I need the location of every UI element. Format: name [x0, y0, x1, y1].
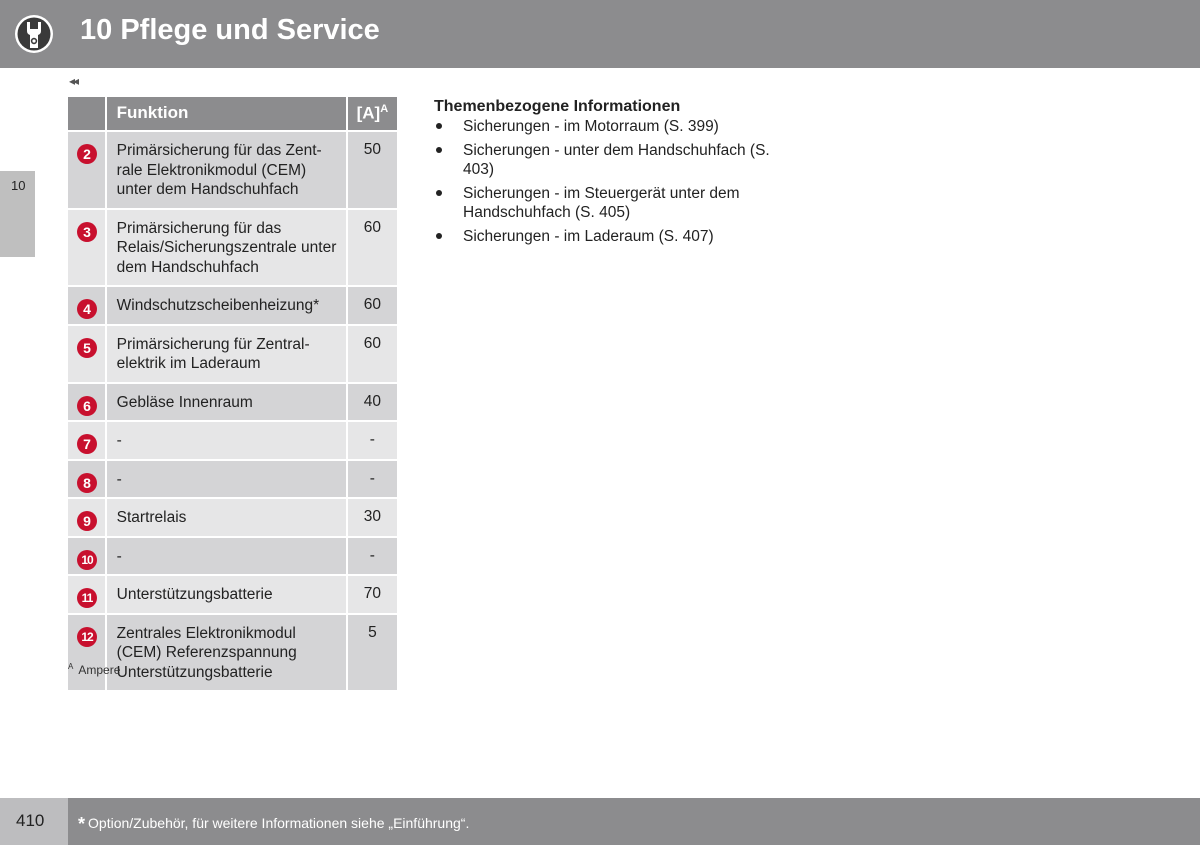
footer-note-text: Option/Zubehör, für weitere Informationen siehe „Einführung“. — [88, 815, 470, 831]
table-header-row — [68, 97, 399, 132]
table-footnote — [68, 662, 120, 677]
fuse-amp: 70 — [348, 576, 399, 615]
related-title: Themenbezogene Informationen — [434, 98, 681, 115]
table-row — [68, 287, 399, 326]
fuse-amp: 50 — [348, 132, 399, 210]
wrench-gear-icon — [14, 14, 54, 54]
header-icon-box — [0, 0, 68, 68]
fuse-function: Unterstützungsbatterie — [107, 576, 348, 615]
fuse-amp: 60 — [348, 210, 399, 288]
fuse-function: Startrelais — [107, 499, 348, 538]
fuse-amp: 30 — [348, 499, 399, 538]
fuse-number-badge: 12 — [77, 627, 97, 647]
header-amp-sup: A — [380, 103, 389, 115]
fuse-function: Windschutzscheibenheizung* — [107, 287, 348, 326]
fuse-function: - — [107, 461, 348, 500]
fuse-function: Primärsicherung für das Zent-rale Elektronikmodul (CEM) unter dem Handschuhfach — [107, 132, 348, 210]
footer-bar — [68, 798, 1200, 845]
fuse-number-badge: 4 — [77, 299, 97, 319]
related-link[interactable]: Sicherungen - unter dem Handschuhfach (S. 403) — [434, 141, 794, 179]
fuse-number-badge: 2 — [77, 144, 97, 164]
fuse-number-badge: 10 — [77, 550, 97, 570]
footer-note — [78, 814, 469, 835]
fuse-function: - — [107, 422, 348, 461]
table-row — [68, 384, 399, 423]
page-header — [0, 0, 1200, 68]
related-info — [434, 98, 794, 251]
fuse-number-badge: 11 — [77, 588, 97, 608]
fuse-number-badge: 7 — [77, 434, 97, 454]
table-row — [68, 461, 399, 500]
fuse-function: Zentrales Elektronikmodul (CEM) Referenzspannung Unterstützungsbatterie — [107, 615, 348, 693]
fuse-number-badge: 9 — [77, 511, 97, 531]
fuse-amp: 5 — [348, 615, 399, 693]
fuse-function: - — [107, 538, 348, 577]
table-row — [68, 538, 399, 577]
back-arrows-icon[interactable]: ◂◂ — [69, 74, 78, 88]
related-link[interactable]: Sicherungen - im Motorraum (S. 399) — [434, 117, 794, 136]
table-row — [68, 499, 399, 538]
fuse-amp: 60 — [348, 326, 399, 384]
fuse-function: Gebläse Innenraum — [107, 384, 348, 423]
fuse-number-badge: 3 — [77, 222, 97, 242]
fuse-amp: - — [348, 538, 399, 577]
chapter-tab[interactable] — [0, 171, 35, 257]
table-row — [68, 132, 399, 210]
fuse-function: Primärsicherung für das Relais/Sicherungszentrale unter dem Handschuhfach — [107, 210, 348, 288]
table-row — [68, 210, 399, 288]
header-num-cell — [68, 97, 107, 132]
chapter-tab-label: 10 — [11, 178, 26, 193]
footer-star: * — [78, 814, 86, 834]
footer-page-box — [0, 798, 68, 845]
fuse-amp: 40 — [348, 384, 399, 423]
header-function: Funktion — [107, 97, 348, 132]
related-link[interactable]: Sicherungen - im Laderaum (S. 407) — [434, 227, 794, 246]
header-amp-label: [A] — [356, 103, 381, 123]
fuse-amp: - — [348, 422, 399, 461]
footnote-text: Ampere — [78, 663, 121, 677]
table-row — [68, 576, 399, 615]
fuse-function: Primärsicherung für Zentral-elektrik im Laderaum — [107, 326, 348, 384]
fuse-number-badge: 8 — [77, 473, 97, 493]
fuse-number-badge: 6 — [77, 396, 97, 416]
table-row — [68, 615, 399, 693]
fuse-amp: - — [348, 461, 399, 500]
fuse-number-badge: 5 — [77, 338, 97, 358]
related-list — [434, 117, 794, 246]
table-row — [68, 326, 399, 384]
fuse-table — [68, 97, 399, 692]
page-number: 410 — [16, 811, 45, 830]
page-title: 10 Pflege und Service — [80, 14, 380, 46]
header-amp — [348, 97, 399, 132]
table-row — [68, 422, 399, 461]
related-link[interactable]: Sicherungen - im Steuergerät unter dem Handschuhfach (S. 405) — [434, 184, 794, 222]
fuse-amp: 60 — [348, 287, 399, 326]
footnote-marker: A — [68, 662, 74, 671]
